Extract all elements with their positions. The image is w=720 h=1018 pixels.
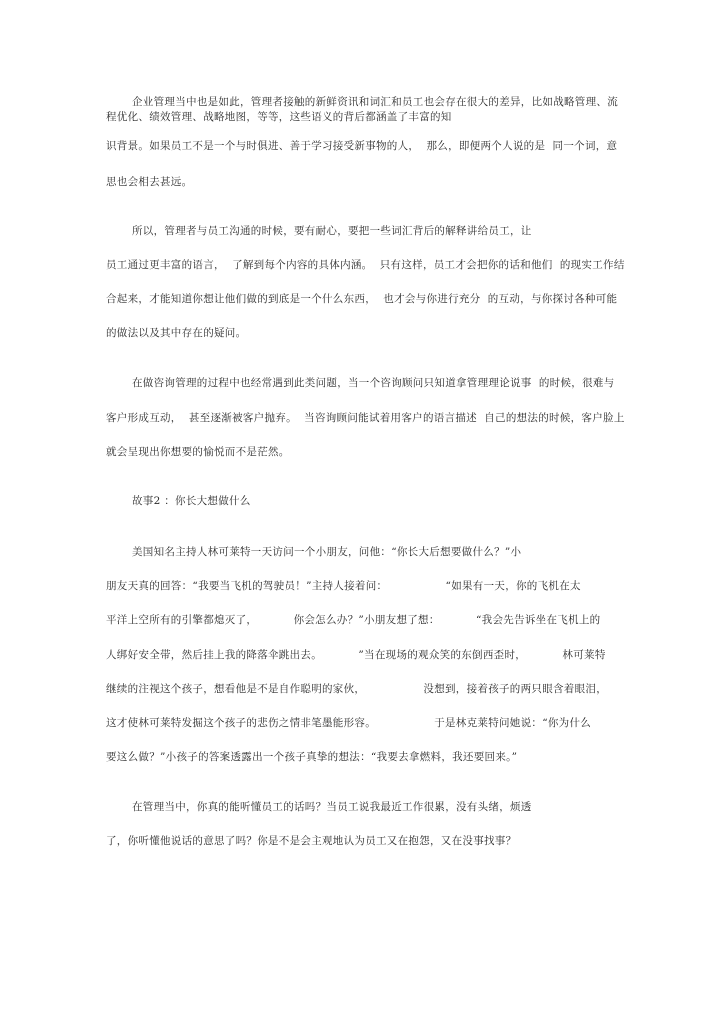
text-line: 人绑好安全带，然后挂上我的降落伞跳出去。 ”当在现场的观众笑的东倒西歪时， 林可莱特: [106, 649, 606, 661]
text-line: 在做咨询管理的过程中也经常遇到此类问题，当一个咨询顾问只知道拿管理理论说事 的时候，很难与: [132, 377, 615, 389]
text-line: 的做法以及其中存在的疑问。: [106, 327, 247, 339]
text-line: 平洋上空所有的引擎都熄灭了， 你会怎么办？”小朋友想了想： “我会先告诉坐在飞机上的: [106, 614, 601, 626]
text-line: 识背景。如果员工不是一个与时俱进、善于学习接受新事物的人， 那么，即便两个人说的是 同一个词，意: [106, 140, 618, 152]
text-line: 合起来，才能知道你想让他们做的到底是一个什么东西， 也才会与你进行充分 的互动，与你探讨各种可能: [106, 293, 618, 305]
text-line: 就会呈现出你想要的愉悦而不是茫然。: [106, 446, 290, 458]
text-line: 了，你听懂他说话的意思了吗？你是不是会主观地认为员工又在抱怨，又在没事找事？: [106, 835, 517, 847]
text-line: 要这么做？”小孩子的答案透露出一个孩子真挚的想法：“我要去拿燃料，我还要回来。”: [106, 751, 518, 763]
text-line: 客户形成互动， 甚至逐渐被客户抛弃。 当咨询顾问能试着用客户的语言描述 自己的想法的时候，客户脸上: [106, 412, 625, 424]
text-line: 程优化、绩效管理、战略地图，等等，这些语义的背后都涵盖了丰富的知: [106, 111, 452, 123]
section-heading: 故事2 ：你长大想做什么: [132, 495, 251, 507]
text-line: 美国知名主持人林可莱特一天访问一个小朋友，问他：“你长大后想要做什么？”小: [132, 546, 522, 558]
text-line: 在管理当中，你真的能听懂员工的话吗？当员工说我最近工作很累，没有头绪，烦透: [132, 801, 532, 813]
text-line: 继续的注视这个孩子，想看他是不是自作聪明的家伙， 没想到，接着孩子的两只眼含着眼泪，: [106, 683, 607, 695]
text-line: 企业管理当中也是如此，管理者接触的新鲜资讯和词汇和员工也会存在很大的差异，比如战略管理、流: [132, 96, 618, 108]
text-line: 这才使林可莱特发掘这个孩子的悲伤之情非笔墨能形容。 于是林克莱特问她说：“你为什么: [106, 717, 592, 729]
text-line: 朋友天真的回答：“我要当飞机的驾驶员！”主持人接着问： “如果有一天，你的飞机在太: [106, 580, 581, 592]
text-line: 所以，管理者与员工沟通的时候，要有耐心，要把一些词汇背后的解释讲给员工，让: [132, 225, 532, 237]
text-line: 员工通过更丰富的语言， 了解到每个内容的具体内涵。 只有这样，员工才会把你的话和他们 的现实工作结: [106, 259, 625, 271]
text-line: 思也会相去甚远。: [106, 176, 193, 188]
